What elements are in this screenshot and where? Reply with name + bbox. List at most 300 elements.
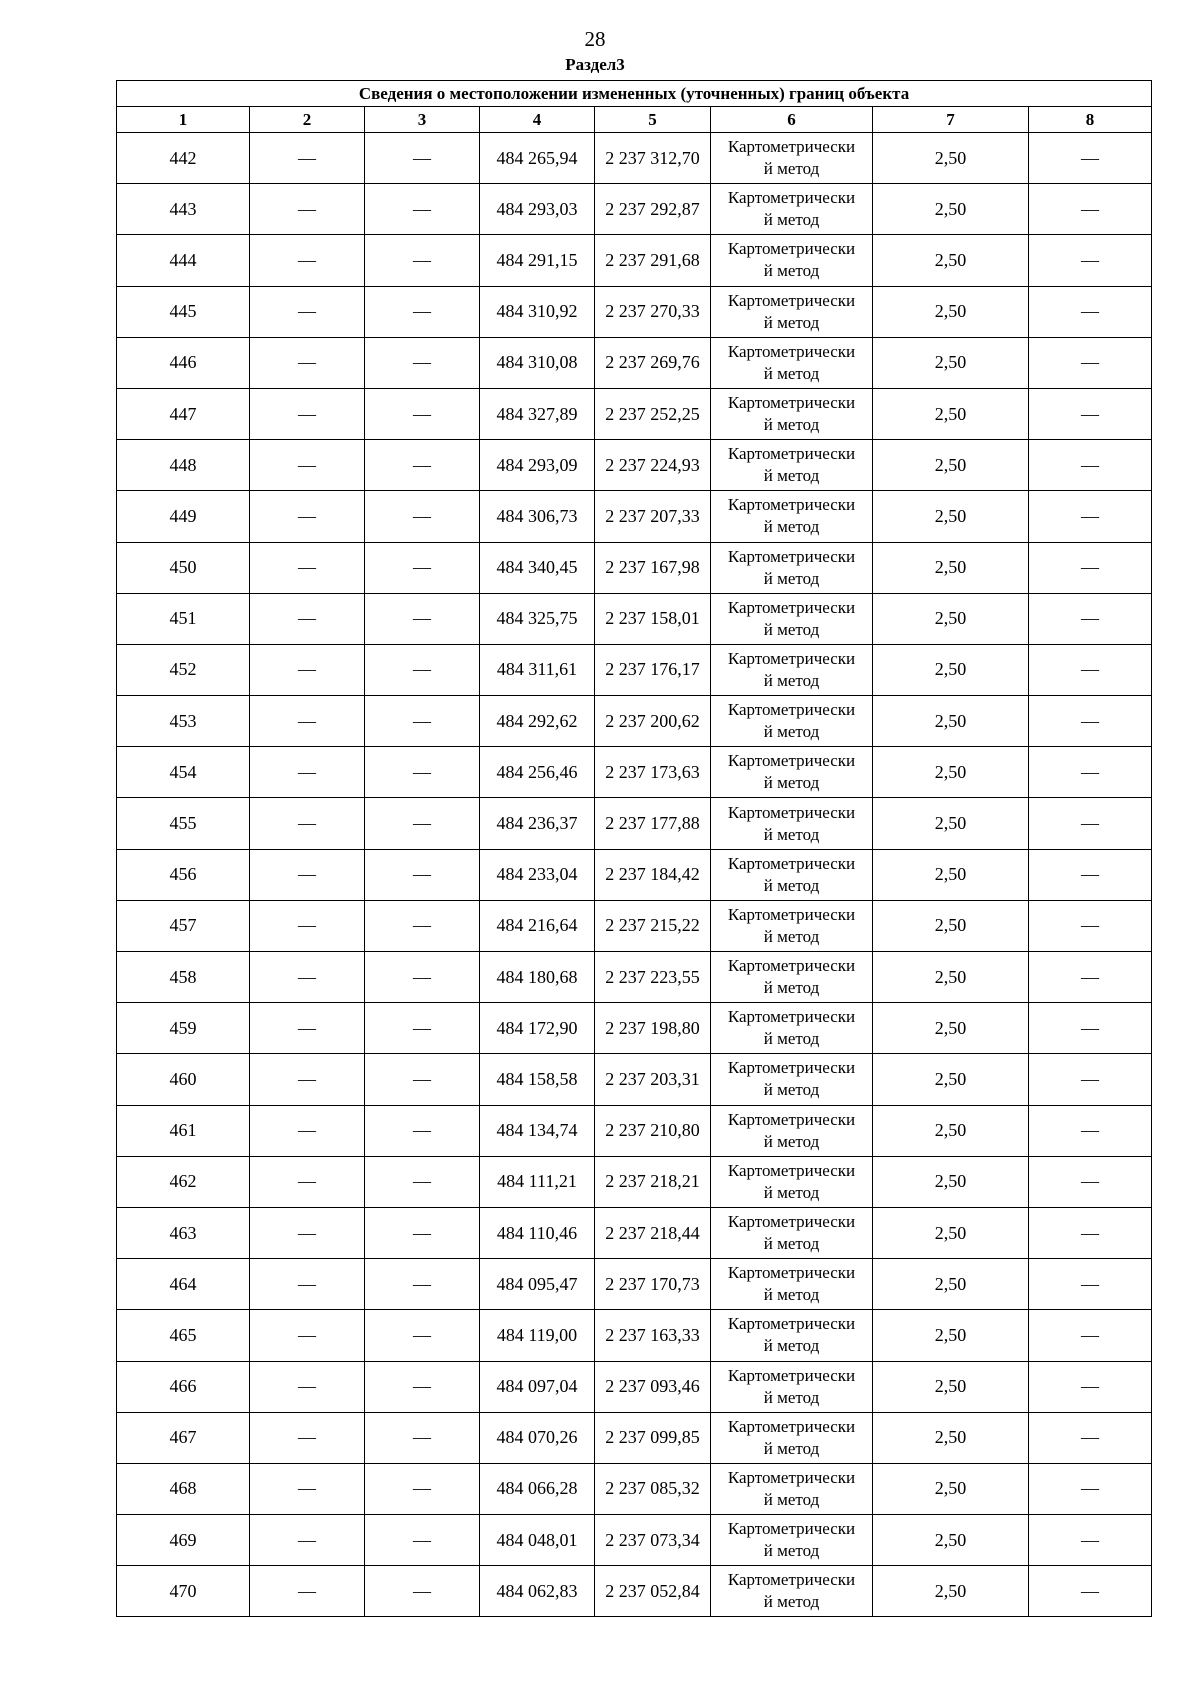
accuracy-cell: 2,50 <box>873 1259 1029 1310</box>
method-text-line-1: Картометрически <box>727 1365 856 1385</box>
method-text-line-1: Картометрически <box>727 188 856 208</box>
page-number: 28 <box>584 27 606 51</box>
x-coordinate-cell: 484 097,04 <box>480 1361 595 1412</box>
x-coordinate-cell: 484 293,09 <box>480 440 595 491</box>
x-coordinate-cell: 484 233,04 <box>480 849 595 900</box>
y-coordinate-cell: 2 237 198,80 <box>595 1003 711 1054</box>
x-coordinate-cell: 484 119,00 <box>480 1310 595 1361</box>
y-coordinate-cell: 2 237 215,22 <box>595 900 711 951</box>
column-2-cell: — <box>250 1156 365 1207</box>
method-text-line-1: Картометрически <box>727 1160 856 1180</box>
y-coordinate-cell: 2 237 269,76 <box>595 337 711 388</box>
column-8-cell: — <box>1029 1515 1152 1566</box>
point-number-cell: 449 <box>117 491 250 542</box>
accuracy-cell: 2,50 <box>873 286 1029 337</box>
x-coordinate-cell: 484 306,73 <box>480 491 595 542</box>
method-cell <box>711 900 873 951</box>
method-text-line-1: Картометрически <box>727 1467 856 1487</box>
y-coordinate-cell: 2 237 052,84 <box>595 1566 711 1617</box>
point-number-cell: 463 <box>117 1207 250 1258</box>
accuracy-cell: 2,50 <box>873 1207 1029 1258</box>
method-cell <box>711 337 873 388</box>
column-3-cell: — <box>365 798 480 849</box>
table-row <box>117 1054 1152 1105</box>
method-text-line-2: й метод <box>763 159 820 179</box>
column-2-cell: — <box>250 440 365 491</box>
accuracy-cell: 2,50 <box>873 440 1029 491</box>
x-coordinate-cell: 484 066,28 <box>480 1463 595 1514</box>
table-row <box>117 1310 1152 1361</box>
accuracy-cell: 2,50 <box>873 696 1029 747</box>
method-text-line-1: Картометрически <box>727 393 856 413</box>
y-coordinate-cell: 2 237 173,63 <box>595 747 711 798</box>
column-3-cell: — <box>365 1207 480 1258</box>
method-text-line-1: Картометрически <box>727 1007 856 1027</box>
method-text-line-2: й метод <box>763 1336 820 1356</box>
accuracy-cell: 2,50 <box>873 542 1029 593</box>
x-coordinate-cell: 484 310,92 <box>480 286 595 337</box>
y-coordinate-cell: 2 237 203,31 <box>595 1054 711 1105</box>
method-text-line-1: Картометрически <box>727 1519 856 1539</box>
accuracy-cell: 2,50 <box>873 1566 1029 1617</box>
column-8-cell: — <box>1029 696 1152 747</box>
method-cell <box>711 1259 873 1310</box>
method-cell <box>711 1566 873 1617</box>
method-cell <box>711 133 873 184</box>
method-text-line-2: й метод <box>763 312 820 332</box>
y-coordinate-cell: 2 237 252,25 <box>595 388 711 439</box>
method-text-line-2: й метод <box>763 1131 820 1151</box>
column-2-cell: — <box>250 952 365 1003</box>
x-coordinate-cell: 484 110,46 <box>480 1207 595 1258</box>
x-coordinate-cell: 484 158,58 <box>480 1054 595 1105</box>
point-number-cell: 458 <box>117 952 250 1003</box>
y-coordinate-cell: 2 237 177,88 <box>595 798 711 849</box>
column-number-row <box>117 107 1152 133</box>
y-coordinate-cell: 2 237 167,98 <box>595 542 711 593</box>
column-2-cell: — <box>250 286 365 337</box>
column-number: 3 <box>365 107 480 133</box>
method-text-line-2: й метод <box>763 517 820 537</box>
method-text-line-1: Картометрически <box>727 802 856 822</box>
method-cell <box>711 798 873 849</box>
x-coordinate-cell: 484 172,90 <box>480 1003 595 1054</box>
method-text-line-2: й метод <box>763 1182 820 1202</box>
y-coordinate-cell: 2 237 073,34 <box>595 1515 711 1566</box>
method-text-line-1: Картометрически <box>727 1109 856 1129</box>
method-text-line-2: й метод <box>763 1029 820 1049</box>
column-2-cell: — <box>250 747 365 798</box>
column-number: 4 <box>480 107 595 133</box>
column-number: 5 <box>595 107 711 133</box>
x-coordinate-cell: 484 216,64 <box>480 900 595 951</box>
x-coordinate-cell: 484 048,01 <box>480 1515 595 1566</box>
method-cell <box>711 1003 873 1054</box>
point-number-cell: 455 <box>117 798 250 849</box>
column-2-cell: — <box>250 542 365 593</box>
table-row <box>117 337 1152 388</box>
method-text-line-1: Картометрически <box>727 341 856 361</box>
y-coordinate-cell: 2 237 158,01 <box>595 593 711 644</box>
method-text-line-2: й метод <box>763 261 820 281</box>
table-caption-row <box>117 81 1152 107</box>
method-text-line-2: й метод <box>763 1234 820 1254</box>
accuracy-cell: 2,50 <box>873 1412 1029 1463</box>
method-text-line-1: Картометрически <box>727 1570 856 1590</box>
column-2-cell: — <box>250 696 365 747</box>
y-coordinate-cell: 2 237 218,21 <box>595 1156 711 1207</box>
method-text-line-1: Картометрически <box>727 904 856 924</box>
method-text-line-1: Картометрически <box>727 956 856 976</box>
column-3-cell: — <box>365 593 480 644</box>
accuracy-cell: 2,50 <box>873 798 1029 849</box>
column-2-cell: — <box>250 1361 365 1412</box>
x-coordinate-cell: 484 311,61 <box>480 644 595 695</box>
table-row <box>117 1412 1152 1463</box>
column-3-cell: — <box>365 644 480 695</box>
accuracy-cell: 2,50 <box>873 952 1029 1003</box>
table-row <box>117 1207 1152 1258</box>
table-row <box>117 900 1152 951</box>
column-8-cell: — <box>1029 491 1152 542</box>
point-number-cell: 462 <box>117 1156 250 1207</box>
y-coordinate-cell: 2 237 224,93 <box>595 440 711 491</box>
column-8-cell: — <box>1029 747 1152 798</box>
table-row <box>117 184 1152 235</box>
column-3-cell: — <box>365 1259 480 1310</box>
method-cell <box>711 184 873 235</box>
method-text-line-2: й метод <box>763 1080 820 1100</box>
accuracy-cell: 2,50 <box>873 235 1029 286</box>
table-row <box>117 286 1152 337</box>
column-3-cell: — <box>365 900 480 951</box>
x-coordinate-cell: 484 134,74 <box>480 1105 595 1156</box>
accuracy-cell: 2,50 <box>873 1463 1029 1514</box>
column-8-cell: — <box>1029 337 1152 388</box>
accuracy-cell: 2,50 <box>873 491 1029 542</box>
column-number: 6 <box>711 107 873 133</box>
column-2-cell: — <box>250 900 365 951</box>
y-coordinate-cell: 2 237 093,46 <box>595 1361 711 1412</box>
method-cell <box>711 1207 873 1258</box>
method-cell <box>711 849 873 900</box>
table-row <box>117 798 1152 849</box>
x-coordinate-cell: 484 325,75 <box>480 593 595 644</box>
method-text-line-1: Картометрически <box>727 546 856 566</box>
accuracy-cell: 2,50 <box>873 1105 1029 1156</box>
method-text-line-2: й метод <box>763 466 820 486</box>
point-number-cell: 466 <box>117 1361 250 1412</box>
column-2-cell: — <box>250 798 365 849</box>
method-text-line-2: й метод <box>763 824 820 844</box>
point-number-cell: 464 <box>117 1259 250 1310</box>
y-coordinate-cell: 2 237 170,73 <box>595 1259 711 1310</box>
point-number-cell: 456 <box>117 849 250 900</box>
column-8-cell: — <box>1029 542 1152 593</box>
column-8-cell: — <box>1029 1361 1152 1412</box>
x-coordinate-cell: 484 236,37 <box>480 798 595 849</box>
method-text-line-1: Картометрически <box>727 1212 856 1232</box>
point-number-cell: 460 <box>117 1054 250 1105</box>
y-coordinate-cell: 2 237 163,33 <box>595 1310 711 1361</box>
method-text-line-1: Картометрически <box>727 239 856 259</box>
method-cell <box>711 593 873 644</box>
method-text-line-2: й метод <box>763 210 820 230</box>
column-2-cell: — <box>250 1003 365 1054</box>
x-coordinate-cell: 484 327,89 <box>480 388 595 439</box>
y-coordinate-cell: 2 237 223,55 <box>595 952 711 1003</box>
x-coordinate-cell: 484 310,08 <box>480 337 595 388</box>
table-row <box>117 1566 1152 1617</box>
column-8-cell: — <box>1029 286 1152 337</box>
method-text-line-2: й метод <box>763 1592 820 1612</box>
method-text-line-2: й метод <box>763 1387 820 1407</box>
column-8-cell: — <box>1029 1566 1152 1617</box>
table-row <box>117 696 1152 747</box>
point-number-cell: 457 <box>117 900 250 951</box>
point-number-cell: 448 <box>117 440 250 491</box>
table-row <box>117 849 1152 900</box>
method-text-line-2: й метод <box>763 722 820 742</box>
column-number: 7 <box>873 107 1029 133</box>
method-cell <box>711 491 873 542</box>
y-coordinate-cell: 2 237 207,33 <box>595 491 711 542</box>
column-2-cell: — <box>250 1412 365 1463</box>
method-text-line-2: й метод <box>763 1285 820 1305</box>
column-3-cell: — <box>365 542 480 593</box>
point-number-cell: 450 <box>117 542 250 593</box>
column-8-cell: — <box>1029 184 1152 235</box>
method-cell <box>711 1361 873 1412</box>
column-3-cell: — <box>365 133 480 184</box>
y-coordinate-cell: 2 237 292,87 <box>595 184 711 235</box>
column-3-cell: — <box>365 952 480 1003</box>
table-body <box>117 133 1152 1617</box>
accuracy-cell: 2,50 <box>873 1361 1029 1412</box>
column-8-cell: — <box>1029 1105 1152 1156</box>
method-cell <box>711 542 873 593</box>
column-8-cell: — <box>1029 1003 1152 1054</box>
method-cell <box>711 696 873 747</box>
point-number-cell: 468 <box>117 1463 250 1514</box>
method-cell <box>711 1105 873 1156</box>
accuracy-cell: 2,50 <box>873 1515 1029 1566</box>
method-text-line-1: Картометрически <box>727 290 856 310</box>
column-3-cell: — <box>365 1003 480 1054</box>
column-number: 2 <box>250 107 365 133</box>
column-2-cell: — <box>250 1105 365 1156</box>
method-text-line-2: й метод <box>763 670 820 690</box>
table-row <box>117 235 1152 286</box>
table-row <box>117 1105 1152 1156</box>
column-number: 8 <box>1029 107 1152 133</box>
method-text-line-2: й метод <box>763 415 820 435</box>
method-text-line-2: й метод <box>763 619 820 639</box>
column-3-cell: — <box>365 388 480 439</box>
column-3-cell: — <box>365 337 480 388</box>
accuracy-cell: 2,50 <box>873 1003 1029 1054</box>
column-2-cell: — <box>250 1310 365 1361</box>
column-number: 1 <box>117 107 250 133</box>
y-coordinate-cell: 2 237 218,44 <box>595 1207 711 1258</box>
accuracy-cell: 2,50 <box>873 1156 1029 1207</box>
column-8-cell: — <box>1029 849 1152 900</box>
column-2-cell: — <box>250 1207 365 1258</box>
column-2-cell: — <box>250 644 365 695</box>
method-text-line-2: й метод <box>763 978 820 998</box>
column-3-cell: — <box>365 1412 480 1463</box>
column-3-cell: — <box>365 1463 480 1514</box>
method-text-line-1: Картометрически <box>727 700 856 720</box>
column-2-cell: — <box>250 337 365 388</box>
point-number-cell: 467 <box>117 1412 250 1463</box>
column-2-cell: — <box>250 184 365 235</box>
table-row <box>117 1515 1152 1566</box>
coordinates-table <box>116 80 1152 1617</box>
column-8-cell: — <box>1029 900 1152 951</box>
method-cell <box>711 644 873 695</box>
column-8-cell: — <box>1029 644 1152 695</box>
y-coordinate-cell: 2 237 270,33 <box>595 286 711 337</box>
method-cell <box>711 388 873 439</box>
point-number-cell: 470 <box>117 1566 250 1617</box>
column-2-cell: — <box>250 849 365 900</box>
table-row <box>117 542 1152 593</box>
y-coordinate-cell: 2 237 291,68 <box>595 235 711 286</box>
column-3-cell: — <box>365 696 480 747</box>
column-8-cell: — <box>1029 235 1152 286</box>
method-text-line-1: Картометрически <box>727 137 856 157</box>
method-cell <box>711 952 873 1003</box>
table-row <box>117 440 1152 491</box>
point-number-cell: 443 <box>117 184 250 235</box>
x-coordinate-cell: 484 062,83 <box>480 1566 595 1617</box>
method-text-line-2: й метод <box>763 1489 820 1509</box>
column-2-cell: — <box>250 235 365 286</box>
table-row <box>117 1361 1152 1412</box>
column-3-cell: — <box>365 184 480 235</box>
table-row <box>117 952 1152 1003</box>
point-number-cell: 452 <box>117 644 250 695</box>
y-coordinate-cell: 2 237 184,42 <box>595 849 711 900</box>
x-coordinate-cell: 484 070,26 <box>480 1412 595 1463</box>
column-3-cell: — <box>365 1515 480 1566</box>
point-number-cell: 444 <box>117 235 250 286</box>
accuracy-cell: 2,50 <box>873 849 1029 900</box>
point-number-cell: 459 <box>117 1003 250 1054</box>
table-row <box>117 1259 1152 1310</box>
method-text-line-1: Картометрически <box>727 1263 856 1283</box>
column-3-cell: — <box>365 1310 480 1361</box>
method-text-line-1: Картометрически <box>727 495 856 515</box>
column-8-cell: — <box>1029 1310 1152 1361</box>
method-cell <box>711 1156 873 1207</box>
method-text-line-2: й метод <box>763 1438 820 1458</box>
point-number-cell: 447 <box>117 388 250 439</box>
point-number-cell: 445 <box>117 286 250 337</box>
point-number-cell: 451 <box>117 593 250 644</box>
accuracy-cell: 2,50 <box>873 388 1029 439</box>
column-8-cell: — <box>1029 1412 1152 1463</box>
method-text-line-1: Картометрически <box>727 1416 856 1436</box>
column-8-cell: — <box>1029 1207 1152 1258</box>
method-text-line-1: Картометрически <box>727 853 856 873</box>
column-8-cell: — <box>1029 133 1152 184</box>
column-3-cell: — <box>365 1156 480 1207</box>
method-cell <box>711 1054 873 1105</box>
column-2-cell: — <box>250 593 365 644</box>
column-2-cell: — <box>250 491 365 542</box>
x-coordinate-cell: 484 256,46 <box>480 747 595 798</box>
section-title: Раздел3 <box>565 55 625 74</box>
y-coordinate-cell: 2 237 176,17 <box>595 644 711 695</box>
table-row <box>117 388 1152 439</box>
column-2-cell: — <box>250 1566 365 1617</box>
column-8-cell: — <box>1029 388 1152 439</box>
accuracy-cell: 2,50 <box>873 184 1029 235</box>
column-2-cell: — <box>250 1054 365 1105</box>
method-cell <box>711 286 873 337</box>
point-number-cell: 469 <box>117 1515 250 1566</box>
method-cell <box>711 1412 873 1463</box>
accuracy-cell: 2,50 <box>873 1310 1029 1361</box>
table-row <box>117 1463 1152 1514</box>
column-3-cell: — <box>365 747 480 798</box>
x-coordinate-cell: 484 340,45 <box>480 542 595 593</box>
column-8-cell: — <box>1029 440 1152 491</box>
x-coordinate-cell: 484 265,94 <box>480 133 595 184</box>
x-coordinate-cell: 484 293,03 <box>480 184 595 235</box>
x-coordinate-cell: 484 111,21 <box>480 1156 595 1207</box>
column-3-cell: — <box>365 1566 480 1617</box>
method-cell <box>711 1310 873 1361</box>
column-8-cell: — <box>1029 952 1152 1003</box>
method-cell <box>711 1463 873 1514</box>
accuracy-cell: 2,50 <box>873 337 1029 388</box>
point-number-cell: 454 <box>117 747 250 798</box>
accuracy-cell: 2,50 <box>873 1054 1029 1105</box>
method-text-line-1: Картометрически <box>727 751 856 771</box>
method-text-line-2: й метод <box>763 773 820 793</box>
column-3-cell: — <box>365 491 480 542</box>
y-coordinate-cell: 2 237 200,62 <box>595 696 711 747</box>
accuracy-cell: 2,50 <box>873 644 1029 695</box>
method-text-line-2: й метод <box>763 568 820 588</box>
point-number-cell: 461 <box>117 1105 250 1156</box>
column-3-cell: — <box>365 286 480 337</box>
method-text-line-1: Картометрически <box>727 648 856 668</box>
column-8-cell: — <box>1029 1054 1152 1105</box>
accuracy-cell: 2,50 <box>873 133 1029 184</box>
column-3-cell: — <box>365 1105 480 1156</box>
accuracy-cell: 2,50 <box>873 900 1029 951</box>
method-cell <box>711 1515 873 1566</box>
column-3-cell: — <box>365 1361 480 1412</box>
column-8-cell: — <box>1029 798 1152 849</box>
point-number-cell: 442 <box>117 133 250 184</box>
y-coordinate-cell: 2 237 312,70 <box>595 133 711 184</box>
column-2-cell: — <box>250 1259 365 1310</box>
method-cell <box>711 235 873 286</box>
table-row <box>117 133 1152 184</box>
method-text-line-1: Картометрически <box>727 444 856 464</box>
x-coordinate-cell: 484 291,15 <box>480 235 595 286</box>
method-text-line-1: Картометрически <box>727 597 856 617</box>
table-row <box>117 593 1152 644</box>
column-8-cell: — <box>1029 1463 1152 1514</box>
x-coordinate-cell: 484 292,62 <box>480 696 595 747</box>
table-row <box>117 644 1152 695</box>
